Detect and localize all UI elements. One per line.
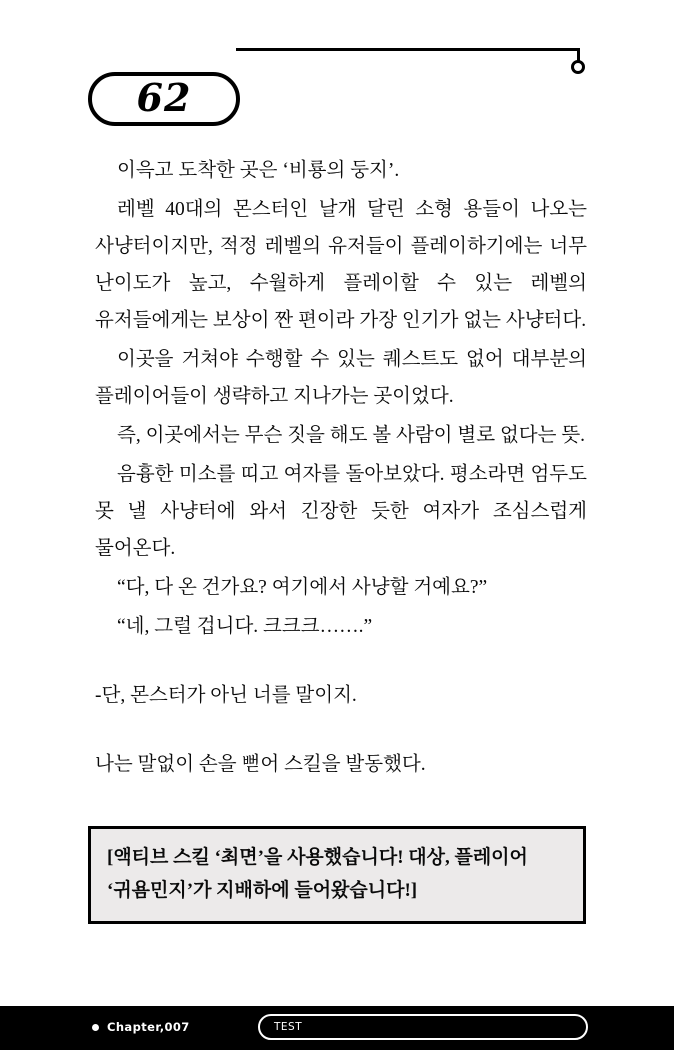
header-end-dot-icon xyxy=(571,60,585,74)
footer-chapter-tab xyxy=(78,1014,216,1040)
paragraph-spacer xyxy=(95,647,587,677)
paragraph: 이윽고 도착한 곳은 ‘비룡의 둥지’. xyxy=(117,160,400,181)
page-footer xyxy=(0,1006,674,1050)
body-text xyxy=(95,152,587,785)
footer-title-tab xyxy=(258,1014,588,1040)
dialogue-line: “네, 그럴 겁니다. 크크크…….” xyxy=(117,616,373,637)
bullet-dot-icon xyxy=(92,1024,99,1031)
aside-line: -단, 몬스터가 아닌 너를 말이지. xyxy=(95,685,357,706)
paragraph: 레벨 40대의 몬스터인 날개 달린 소형 용들이 나오는 사냥터이지만, 적정 레벨의 유저들이 플레이하기에는 너무 난이도가 높고, 수월하게 플레이할 수 있는 레벨의 유저들에게는 보상이 짠 편이라 가장 인기가 없는 사냥터다. xyxy=(95,199,587,331)
paragraph: 즉, 이곳에서는 무슨 짓을 해도 볼 사람이 별로 없다는 뜻. xyxy=(117,425,586,446)
chapter-heading xyxy=(88,72,248,130)
paragraph: 이곳을 거쳐야 수행할 수 있는 퀘스트도 없어 대부분의 플레이어들이 생략하고 지나가는 곳이었다. xyxy=(95,349,587,407)
system-message-line-2: ‘귀욤민지’가 지배하에 들어왔습니다!] xyxy=(107,880,418,901)
system-message-box xyxy=(88,826,586,924)
footer-chapter-label: Chapter,007 xyxy=(107,1020,190,1034)
closing-line: 나는 말없이 손을 뻗어 스킬을 발동했다. xyxy=(95,754,426,775)
system-message-line-1: [액티브 스킬 ‘최면’을 사용했습니다! 대상, 플레이어 xyxy=(107,847,528,868)
footer-title-label: TEST xyxy=(274,1021,303,1033)
chapter-number: 62 xyxy=(136,75,192,120)
paragraph: 음흉한 미소를 띠고 여자를 돌아보았다. 평소라면 엄두도 못 낼 사냥터에 와서 긴장한 듯한 여자가 조심스럽게 물어온다. xyxy=(95,464,587,559)
header-rule xyxy=(236,48,580,51)
paragraph-spacer xyxy=(95,716,587,746)
dialogue-line: “다, 다 온 건가요? 여기에서 사냥할 거예요?” xyxy=(117,577,488,598)
